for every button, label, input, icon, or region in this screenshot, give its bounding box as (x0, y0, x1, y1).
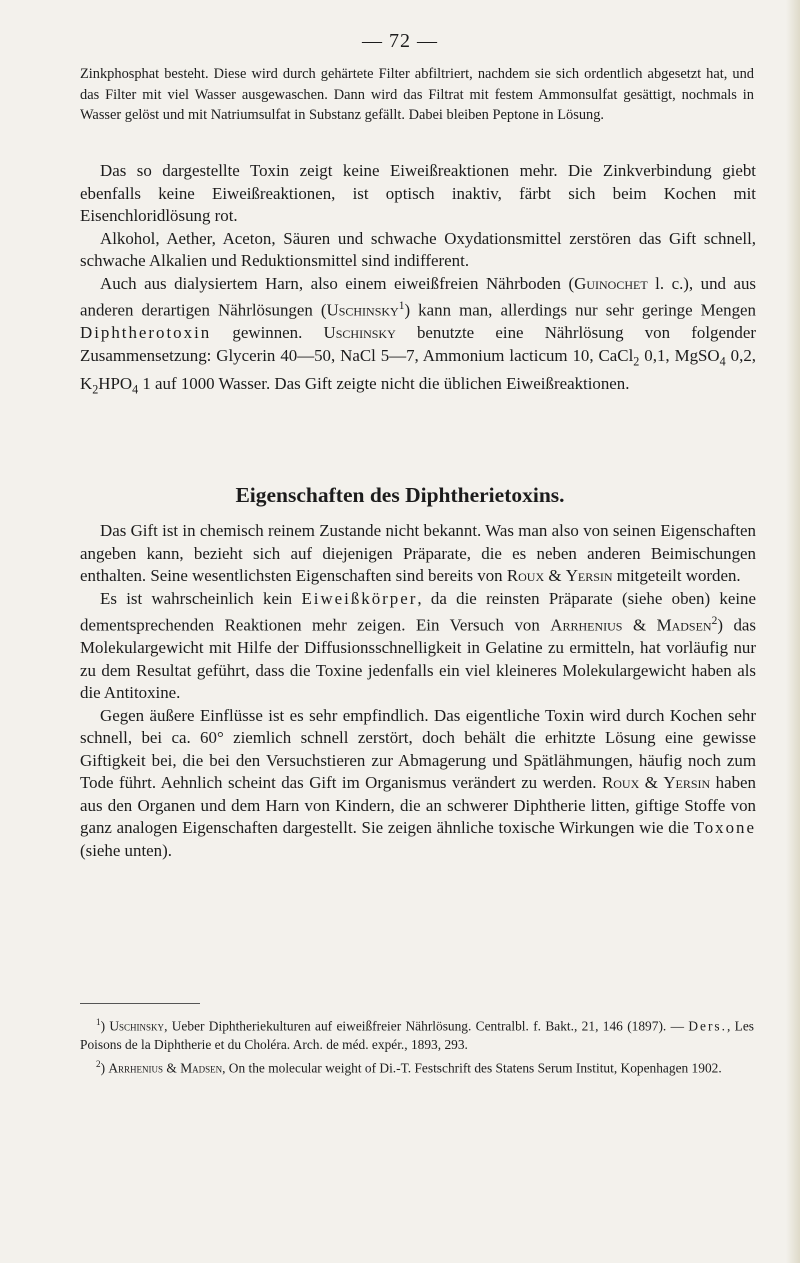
emphasized-term: Eiweißkörper (301, 588, 418, 608)
paragraph-sensitivity: Gegen äußere Einflüsse ist es sehr empfindlich. Das eigentliche Toxin wird durch Kochen sehr schnell, bei ca. 60° ziemlich schnell zerstört, doch behält die erhitzte Lösung eine gewisse Giftigkeit bei, die bei den Versuchstieren zur Abmagerung und Spätlähmungen, häufig noch zum Tode führt. Aehnlich scheint das Gift im Organismus verändert zu werden. Roux & Yersin haben aus den Organen und dem Harn von Kindern, die an schwerer Diphtherie litten, giftige Stoffe von ganz analogen Eigenschaften dargestellt. Sie zeigen ähnliche toxische Wirkungen wie die Toxone (siehe unten). (80, 705, 756, 860)
author-name: Roux (601, 773, 640, 793)
author-name: Roux (506, 566, 545, 585)
paragraph-solvents: Alkohol, Aether, Aceton, Säuren und schwache Oxydationsmittel zerstören das Gift schnell, schwache Alkalien und Reduktionsmittel sind indifferent. (80, 228, 756, 270)
author-name: Madsen (656, 615, 712, 635)
footnote-1: $^1$) Uschinsky, Ueber Diphtheriekulturen auf eiweißfreier Nährlösung. Centralbl. f. Bakt., 21, 146 (1897). — Ders., Les Poisons de la Diphtherie et du Choléra. Arch. de méd. expér., 1893, 293. (80, 1017, 754, 1052)
author-name: Uschinsky (326, 300, 399, 320)
author-name: Guinochet (574, 273, 648, 293)
footnote-2: $^2$) Arrhenius & Madsen, On the molecular weight of Di.-T. Festschrift des Statens Serum Institut, Kopenhagen 1902. (96, 1059, 722, 1076)
emphasized-term: Diphtherotoxin (80, 323, 212, 343)
author-name: Arrhenius (550, 615, 623, 635)
author-name: Uschinsky (323, 323, 396, 343)
page-edge-shadow (786, 0, 800, 1263)
footnote-ref[interactable]: 2 (711, 615, 718, 627)
page-number: — 72 — (362, 30, 438, 52)
author-name: Yersin (663, 773, 711, 793)
emphasized-term: Toxone (693, 818, 756, 838)
paragraph-toxin-reactions: Das so dargestellte Toxin zeigt keine Eiweißreaktionen mehr. Die Zinkverbindung giebt ebenfalls keine Eiweißreaktionen, ist optisch inaktiv, färbt sich beim Kochen mit Eisenchloridlösung rot. (80, 161, 756, 225)
author-name: Yersin (565, 566, 613, 585)
paragraph-molecular-weight: Es ist wahrscheinlich kein Eiweißkörper, da die reinsten Präparate (siehe oben) keine dementsprechenden Reaktionen mehr zeigen. Ein Versuch von Arrhenius & Madsen$^2$) das Molekulargewicht mit Hilfe der Diffusionsschnelligkeit in Gelatine zu ermitteln, hat vorläufig nur zu dem Resultat geführt, dass die Toxine jedenfalls ein viel kleineres Molekulargewicht haben als die Antitoxine. (80, 588, 756, 703)
paragraph-nutrient-solution: Auch aus dialysiertem Harn, also einem eiweißfreien Nährboden (Guinochet l. c.), und aus anderen derartigen Nährlösungen (Uschinsky$^1$) kann man, allerdings nur sehr geringe Mengen Diphtherotoxin gewinnen. Uschinsky benutzte eine Nährlösung von folgender Zusammensetzung: Glycerin 40—50, NaCl 5—7, Ammonium lacticum 10, CaCl$_2$ 0,1, MgSO$_4$ 0,2, $K_2HPO_4$ 1 auf 1000 Wasser. Das Gift zeigte nicht die üblichen Eiweißreaktionen. (80, 273, 757, 396)
footnotes (80, 1013, 754, 1079)
footnote-ref[interactable]: 1 (398, 300, 405, 312)
section-2 (80, 520, 756, 862)
footnote-divider (80, 1003, 200, 1004)
section-heading: Eigenschaften des Diphtherietoxins. (235, 483, 565, 507)
section-1 (80, 160, 756, 400)
intro-paragraph: Zinkphosphat besteht. Diese wird durch gehärtete Filter abfiltriert, nachdem sie sich ordentlich abgesetzt hat, und das Filter mit viel Wasser ausgewaschen. Dann wird das Filtrat mit festem Ammonsulfat gesättigt, nochmals in Wasser gelöst und mit Natriumsulfat in Substanz gefällt. Dabei bleiben Peptone in Lösung. (80, 66, 754, 123)
paragraph-not-known: Das Gift ist in chemisch reinem Zustande nicht bekannt. Was man also von seinen Eigenschaften angeben kann, bezieht sich auf diejenigen Präparate, die es neben anderen Beimischungen enthalten. Seine wesentlichsten Eigenschaften sind bereits von Roux & Yersin mitgeteilt worden. (80, 521, 756, 585)
